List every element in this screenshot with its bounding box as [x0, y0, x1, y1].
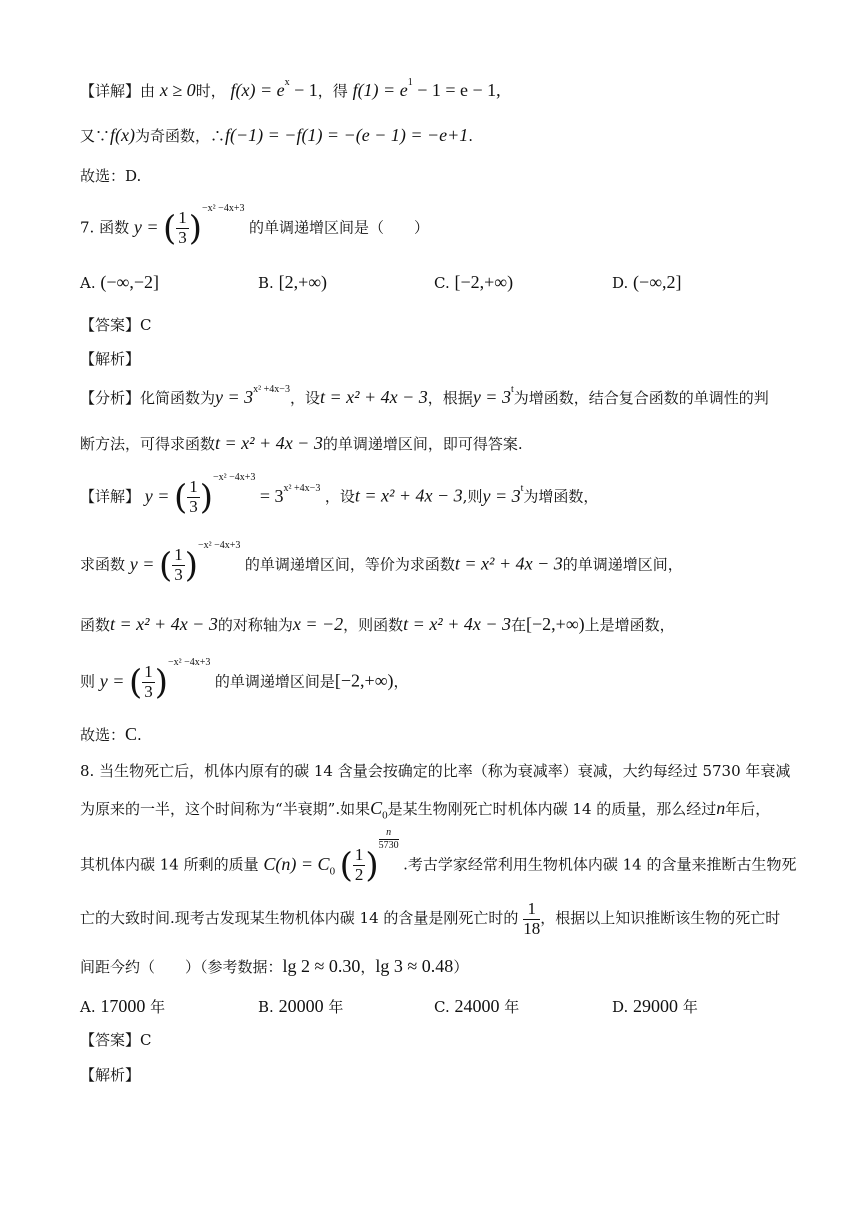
q7-final: 故选：C.	[80, 724, 142, 744]
q8-line-3: 其机体内碳 14 所剩的质量 $C(n) = C_0$ ( $\frac{1}{2}$ ) $\frac{n}{5730}$ .考古学家经常利用生物机体内碳 14 的含量来推断古生物死	[80, 826, 797, 885]
q7-detail-2: 求函数 y = ( $\frac{1}{3}$ )$^{-x^2 -4x+3}$ 的单调递增区间，等价为求函数t = x² + 4x − 3的单调递增区间，	[80, 539, 683, 585]
q7-detail-3: 函数t = x² + 4x − 3的对称轴为x = −2，则函数t = x² + 4x − 3在[−2,+∞)上是增函数，	[80, 614, 675, 634]
q8-analysis-label: 【解析】	[80, 1066, 141, 1084]
detail-line-2	[80, 125, 828, 147]
detail-tag: 【详解】	[80, 82, 141, 100]
text: 的单调递增区间是（ ）	[248, 218, 429, 237]
q8-option-d[interactable]: D. 29000 年	[612, 996, 698, 1016]
q7-analysis-label: 【解析】	[80, 350, 141, 368]
q8-line-5: 间距今约（ ）（参考数据：lg 2 ≈ 0.30，lg 3 ≈ 0.48）	[80, 956, 469, 976]
q7-option-d[interactable]: D. (−∞,2]	[612, 272, 682, 292]
q7-option-b[interactable]: B. [2,+∞)	[258, 272, 328, 292]
text: ，得	[317, 82, 348, 100]
detail-line-1	[80, 77, 828, 102]
q8-options	[80, 996, 828, 1020]
math-x: x ≥ 0	[159, 80, 196, 100]
q7-detail-1: 【详解】 y = ( $\frac{1}{3}$ )$^{-x^2 -4x+3} = 3^{x^2 +4x-3}$ ，设t = x² + 4x − 3,则$y = 3^t$为增函数，	[80, 471, 599, 517]
q8-line-1: 8. 当生物死亡后，机体内原有的碳 14 含量会按确定的比率（称为衰减率）衰减，大约每经过 5730 年衰减	[80, 762, 791, 780]
q7-number: 7. 函数	[80, 218, 130, 237]
q8-line-2: 为原来的一半，这个时间称为“半衰期”.如果$C_0$是某生物刚死亡时机体内碳 14 的质量，那么经过n年后，	[80, 798, 771, 822]
q7-func: y = ( $\frac{1}{3}$ )$^{-x^2 -4x+3}$	[133, 202, 245, 248]
text: 为奇函数，∴	[135, 127, 226, 145]
q7-option-a[interactable]: A. (−∞,−2]	[80, 272, 160, 292]
q7-stem	[80, 202, 828, 249]
q8-option-b[interactable]: B. 20000 年	[258, 996, 344, 1016]
q8-option-c[interactable]: C. 24000 年	[434, 996, 520, 1016]
math-fx: $f(x) = e^x - 1$	[230, 77, 318, 100]
q8-answer: 【答案】C	[80, 1031, 152, 1049]
q7-answer: 【答案】C	[80, 316, 152, 334]
fraction: $\frac{1}{3}$	[178, 208, 187, 247]
q8-option-a[interactable]: A. 17000 年	[80, 996, 166, 1016]
text: 又∵	[80, 127, 111, 145]
text: .	[468, 127, 474, 145]
q7-detail-4: 则 y = ( $\frac{1}{3}$ )$^{-x^2 -4x+3}$ 的单调递增区间是[−2,+∞)，	[80, 656, 409, 702]
text: 时，	[195, 82, 226, 100]
q7-fenxi: 【分析】化简函数为$y = 3^{x^2 +4x-3}$，设t = x² + 4x − 3，根据$y = 3^t$为增函数，结合复合函数的单调性的判	[80, 384, 769, 407]
choose-d: 故选：D.	[80, 167, 142, 185]
q7-fenxi-2: 断方法，可得求函数t = x² + 4x − 3的单调递增区间，即可得答案.	[80, 433, 523, 453]
math-odd: f(−1) = −f(1) = −(e − 1) = −e+1	[225, 125, 469, 145]
text: 由	[140, 82, 156, 100]
q8-line-4: 亡的大致时间.现考古发现某生物机体内碳 14 的含量是刚死亡时的 $\frac{1}{18}$ ，根据以上知识推断该生物的死亡时	[80, 899, 781, 938]
math-fx2: f(x)	[110, 125, 135, 145]
math-f1: $f(1) = e^1 - 1 = e - 1$,	[352, 77, 501, 100]
q7-options	[80, 272, 828, 296]
q7-option-c[interactable]: C. [−2,+∞)	[434, 272, 514, 292]
